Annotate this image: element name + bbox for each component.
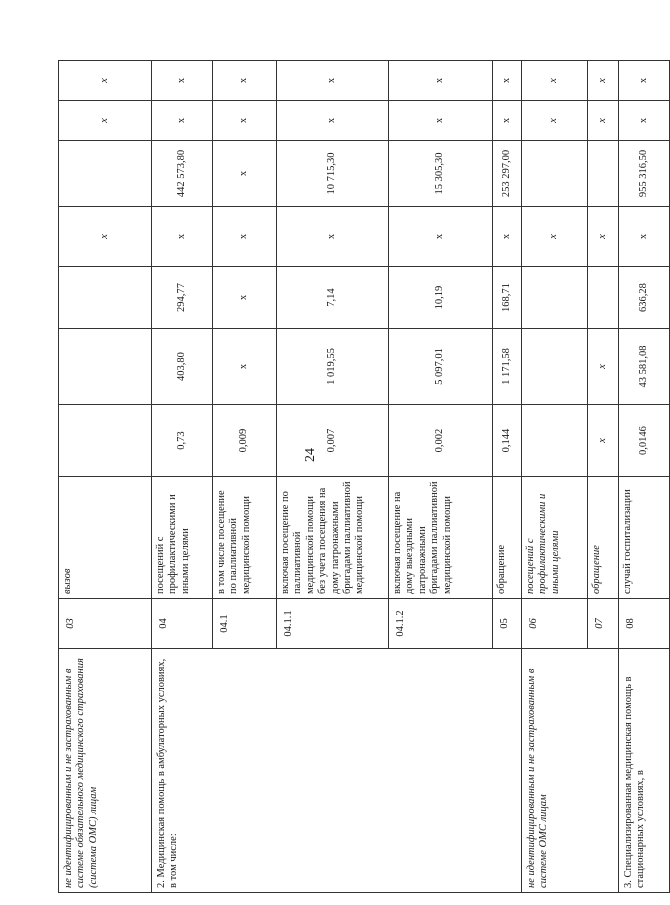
row-extra-1: x [59,101,152,141]
row-unit: посещений с профилактическими и иными целями [522,477,588,599]
row-norm: 0,73 [152,405,213,477]
row-extra-2: x [619,61,670,101]
row-name-group1: не идентифицированным и не застрахованным в системе обязательного медицинского страхования (система ОМС) лицам [59,649,152,893]
row-finance: x [213,141,277,207]
rotated-table-container [58,61,649,893]
row-extra-1: x [588,101,619,141]
row-finance: 253 297,00 [493,141,522,207]
row-norm: 0,0146 [619,405,670,477]
row-norm: 0,144 [493,405,522,477]
row-code: 07 [588,599,619,649]
row-cost: x [588,329,619,405]
row-per-capita [522,267,588,329]
page-number: 24 [303,448,318,462]
row-per-capita: 294,77 [152,267,213,329]
row-unit: включая посещение на дому выездными патронажными бригадами паллиативной медицинской помощи [389,477,493,599]
row-extra-2: x [277,61,389,101]
row-finance: 15 305,30 [389,141,493,207]
row-per-capita: 7,14 [277,267,389,329]
row-per-capita-2: x [588,207,619,267]
table-row [619,61,670,893]
row-norm: 0,007 [277,405,389,477]
row-norm [59,405,152,477]
row-per-capita: 168,71 [493,267,522,329]
row-unit: посещений с профилактическими и иными целями [152,477,213,599]
row-per-capita-2: x [522,207,588,267]
row-name-ambulatory: 2. Медицинская помощь в амбулаторных условиях, в том числе: [152,649,522,893]
row-code: 04 [152,599,213,649]
row-code: 04.1.1 [277,599,389,649]
row-per-capita: 10,19 [389,267,493,329]
row-extra-2: x [588,61,619,101]
row-cost: x [213,329,277,405]
row-extra-1: x [389,101,493,141]
row-per-capita-2: x [213,207,277,267]
row-cost [59,329,152,405]
row-unit: включая посещение по паллиативной медицинской помощи без учета посещения на дому патронажными бригадами паллиативной медицинской помощи [277,477,389,599]
row-cost: 5 097,01 [389,329,493,405]
row-per-capita [59,267,152,329]
row-extra-2: x [59,61,152,101]
row-per-capita: x [213,267,277,329]
table-row [59,61,152,893]
row-code: 05 [493,599,522,649]
row-code: 04.1 [213,599,277,649]
row-finance: 955 316,50 [619,141,670,207]
program-table [58,60,670,893]
row-cost [522,329,588,405]
row-norm [522,405,588,477]
row-finance: 10 715,30 [277,141,389,207]
table-row [522,61,588,893]
row-extra-2: x [152,61,213,101]
row-cost: 403,80 [152,329,213,405]
row-unit: вызов [59,477,152,599]
row-per-capita-2: x [389,207,493,267]
row-per-capita-2: x [619,207,670,267]
row-cost: 43 581,08 [619,329,670,405]
row-extra-1: x [619,101,670,141]
row-extra-1: x [493,101,522,141]
row-finance [588,141,619,207]
row-finance [522,141,588,207]
row-per-capita: 636,28 [619,267,670,329]
row-extra-1: x [277,101,389,141]
row-extra-1: x [213,101,277,141]
row-code: 06 [522,599,588,649]
row-per-capita-2: x [59,207,152,267]
row-per-capita [588,267,619,329]
row-per-capita-2: x [152,207,213,267]
row-unit: в том числе посещение по паллиативной медицинской помощи [213,477,277,599]
row-finance [59,141,152,207]
row-name-inpatient: 3. Специализированная медицинская помощь в стационарных условиях, в [619,649,670,893]
row-extra-2: x [522,61,588,101]
row-extra-2: x [213,61,277,101]
table-row [152,61,213,893]
row-code: 04.1.2 [389,599,493,649]
row-unit: случай госпитализации [619,477,670,599]
row-norm: 0,009 [213,405,277,477]
row-cost: 1 171,58 [493,329,522,405]
row-code: 03 [59,599,152,649]
row-norm: 0,002 [389,405,493,477]
row-extra-1: x [152,101,213,141]
row-extra-2: x [493,61,522,101]
row-norm: x [588,405,619,477]
row-extra-1: x [522,101,588,141]
row-cost: 1 019,55 [277,329,389,405]
row-per-capita-2: x [493,207,522,267]
row-code: 08 [619,599,670,649]
row-unit: обращение [493,477,522,599]
row-finance: 442 573,80 [152,141,213,207]
row-per-capita-2: x [277,207,389,267]
row-extra-2: x [389,61,493,101]
row-unit: обращение [588,477,619,599]
row-name-uninsured: не идентифицированным и не застрахованным в системе ОМС лицам [522,649,619,893]
